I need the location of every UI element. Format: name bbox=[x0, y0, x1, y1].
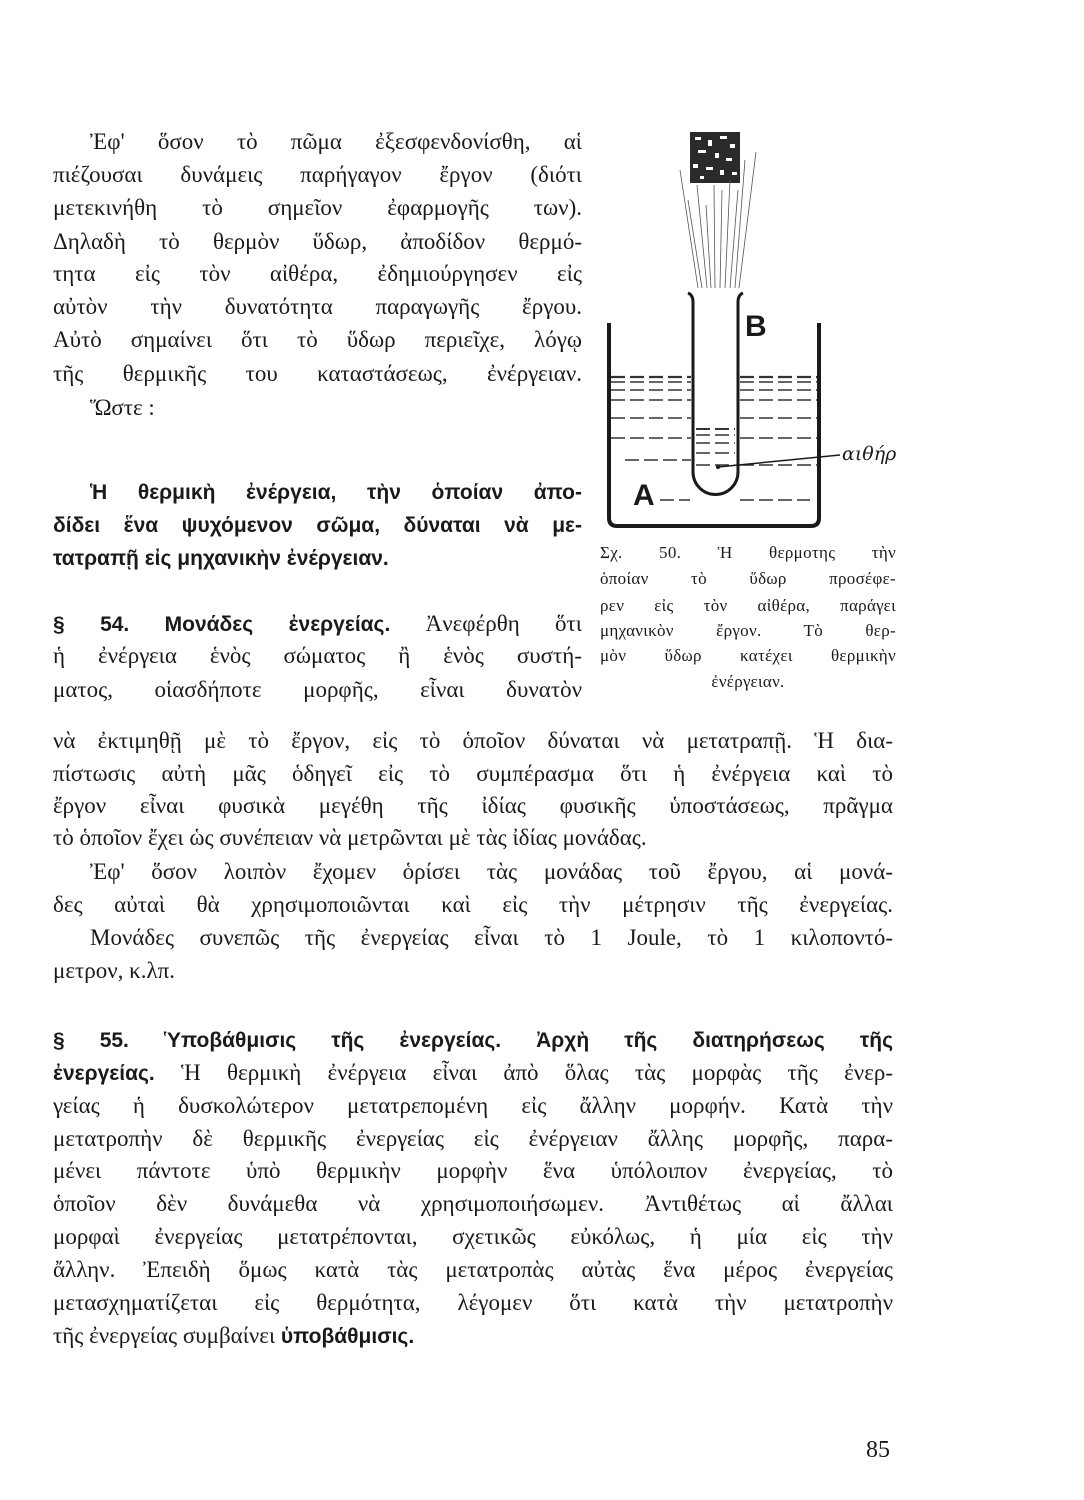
text-segment: ἄλλην. Ἐπειδὴ ὅμως κατὰ τὰς μετατροπὰς αὐτὰς ἕνα μέρος ἐνεργείας bbox=[53, 1257, 893, 1282]
bold-text: § 54. Μονάδες ἐνεργείας. bbox=[53, 613, 391, 636]
bold-text: δίδει ἕνα ψυχόμενον σῶμα, δύναται νὰ με- bbox=[53, 514, 582, 537]
caption-line: μηχανικὸν ἔργον. Τὸ θερ- bbox=[600, 621, 896, 640]
text-segment: Δηλαδὴ τὸ θερμὸν ὕδωρ, ἀποδίδον θερμό- bbox=[53, 229, 582, 254]
text-line bbox=[53, 293, 582, 321]
text-line bbox=[53, 1157, 893, 1185]
text-line bbox=[53, 1322, 414, 1351]
text-line bbox=[53, 1026, 893, 1054]
text-line bbox=[53, 511, 582, 539]
caption-line: Σχ. 50. Ἡ θερμοτης τὴν bbox=[600, 543, 896, 562]
text-line bbox=[53, 194, 582, 222]
caption-line: ὁποίαν τὸ ὕδωρ προσέφε- bbox=[600, 569, 896, 588]
text-line bbox=[53, 727, 893, 755]
bold-text: Ἡ θερμικὴ ἐνέργεια, τὴν ὁποίαν ἀπο- bbox=[90, 481, 582, 504]
text-segment: μένει πάντοτε ὑπὸ θερμικὴν μορφὴν ἕνα ὑπόλοιπον ἐνεργείας, τὸ bbox=[53, 1158, 893, 1183]
text-line bbox=[90, 394, 155, 422]
text-segment: Αὐτὸ σημαίνει ὅτι τὸ ὕδωρ περιεῖχε, λόγῳ bbox=[53, 327, 582, 352]
caption-line: ἐνέργειαν. bbox=[711, 672, 785, 691]
label-b: B bbox=[745, 310, 767, 343]
text-line bbox=[53, 1190, 893, 1218]
caption-line: μὸν ὕδωρ κατέχει θερμικὴν bbox=[600, 646, 896, 665]
text-line bbox=[90, 858, 893, 886]
text-line bbox=[53, 1092, 893, 1120]
figure-50-ether-tube-diagram bbox=[580, 120, 910, 540]
text-segment: Ἐφ' ὅσον τὸ πῶμα ἐξεσφενδονίσθη, αἱ bbox=[90, 129, 582, 154]
text-line bbox=[53, 760, 893, 788]
text-line bbox=[53, 544, 389, 573]
text-segment: πιέζουσαι δυνάμεις παρήγαγον ἔργον (διότι bbox=[53, 162, 582, 187]
bold-text: § 55. Ὑποβάθμισις τῆς ἐνεργείας. Ἀρχὴ τῆς διατηρήσεως τῆς bbox=[53, 1029, 893, 1052]
text-line bbox=[53, 1059, 893, 1087]
text-line bbox=[53, 824, 647, 852]
text-segment: Ἐφ' ὅσον λοιπὸν ἔχομεν ὁρίσει τὰς μονάδας τοῦ ἔργου, αἱ μονά- bbox=[90, 859, 893, 884]
text-segment: ματος, οἱασδήποτε μορφῆς, εἶναι δυνατὸν bbox=[53, 677, 582, 702]
text-segment: Ἀνεφέρθη ὅτι bbox=[390, 611, 582, 636]
text-line bbox=[53, 161, 582, 189]
text-segment: ἔργον εἶναι φυσικὰ μεγέθη τῆς ἰδίας φυσικῆς ὑποστάσεως, πρᾶγμα bbox=[53, 793, 893, 818]
text-line bbox=[53, 360, 582, 388]
label-ether: αιθήρ bbox=[842, 443, 897, 465]
text-line bbox=[53, 228, 582, 256]
text-segment: ὁποῖον δὲν δυνάμεθα νὰ χρησιμοποιήσωμεν. Ἀντιθέτως αἱ ἄλλαι bbox=[53, 1191, 893, 1216]
text-segment: μορφαὶ ἐνεργείας μετατρέπονται, σχετικῶς εὐκόλως, ἡ μία εἰς τὴν bbox=[53, 1224, 893, 1249]
text-line bbox=[90, 924, 893, 952]
text-segment: Ὥστε : bbox=[90, 395, 155, 420]
cork-stopper bbox=[690, 132, 740, 183]
text-line bbox=[53, 1223, 893, 1251]
text-line bbox=[53, 891, 893, 919]
text-line bbox=[90, 128, 582, 156]
text-line bbox=[53, 1125, 893, 1153]
text-segment: ἡ ἐνέργεια ἑνὸς σώματος ἢ ἑνὸς συστή- bbox=[53, 643, 582, 668]
text-segment: μετεκινήθη τὸ σημεῖον ἐφαρμογῆς των). bbox=[53, 195, 582, 220]
text-segment: Μονάδες συνεπῶς τῆς ἐνεργείας εἶναι τὸ 1 Joule, τὸ 1 κιλοποντό- bbox=[90, 925, 893, 950]
text-line bbox=[53, 610, 582, 638]
bold-text: τατραπῇ εἰς μηχανικὴν ἐνέργειαν. bbox=[53, 547, 389, 570]
text-segment: μετατροπὴν δὲ θερμικῆς ἐνεργείας εἰς ἐνέργειαν ἄλλης μορφῆς, παρα- bbox=[53, 1126, 893, 1151]
caption-line: ρεν εἰς τὸν αἰθέρα, παράγει bbox=[600, 596, 896, 615]
bold-text: ὑποβάθμισις. bbox=[280, 1325, 415, 1348]
text-segment: τητα εἰς τὸν αἰθέρα, ἐδημιούργησεν εἰς bbox=[53, 261, 582, 286]
text-segment: πίστωσις αὐτὴ μᾶς ὁδηγεῖ εἰς τὸ συμπέρασμα ὅτι ἡ ἐνέργεια καὶ τὸ bbox=[53, 761, 893, 786]
bold-text: ἐνεργείας. bbox=[53, 1062, 155, 1085]
text-line bbox=[53, 1289, 893, 1317]
text-line bbox=[53, 676, 582, 704]
text-segment: τὸ ὁποῖον ἔχει ὡς συνέπειαν νὰ μετρῶνται μὲ τὰς ἰδίας μονάδας. bbox=[53, 825, 647, 850]
text-line bbox=[53, 326, 582, 354]
text-segment: τῆς ἐνεργείας συμβαίνει bbox=[53, 1323, 281, 1348]
test-tube-b bbox=[688, 293, 743, 494]
text-segment: Ἡ θερμικὴ ἐνέργεια εἶναι ἀπὸ ὅλας τὰς μορφὰς τῆς ἐνερ- bbox=[154, 1060, 893, 1085]
text-segment: δες αὐταὶ θὰ χρησιμοποιῶνται καὶ εἰς τὴν μέτρησιν τῆς ἐνεργείας. bbox=[53, 892, 893, 917]
text-segment: νὰ ἐκτιμηθῇ μὲ τὸ ἔργον, εἰς τὸ ὁποῖον δύναται νὰ μετατραπῇ. Ἡ δια- bbox=[53, 728, 893, 753]
text-line bbox=[53, 792, 893, 820]
text-line bbox=[90, 478, 582, 506]
text-line bbox=[53, 957, 175, 985]
text-line bbox=[53, 642, 582, 670]
label-a: A bbox=[633, 479, 655, 512]
text-segment: τῆς θερμικῆς του καταστάσεως, ἐνέργειαν. bbox=[53, 361, 582, 386]
text-segment: αὐτὸν τὴν δυνατότητα παραγωγῆς ἔργου. bbox=[53, 294, 582, 319]
text-segment: μετρον, κ.λπ. bbox=[53, 958, 175, 983]
text-segment: γείας ἡ δυσκολώτερον μετατρεπομένη εἰς ἄλλην μορφήν. Κατὰ τὴν bbox=[53, 1093, 893, 1118]
text-segment: μετασχηματίζεται εἰς θερμότητα, λέγομεν ὅτι κατὰ τὴν μετατροπὴν bbox=[53, 1290, 893, 1315]
text-line bbox=[53, 1256, 893, 1284]
text-line bbox=[53, 260, 582, 288]
page-number: 85 bbox=[866, 1437, 890, 1463]
